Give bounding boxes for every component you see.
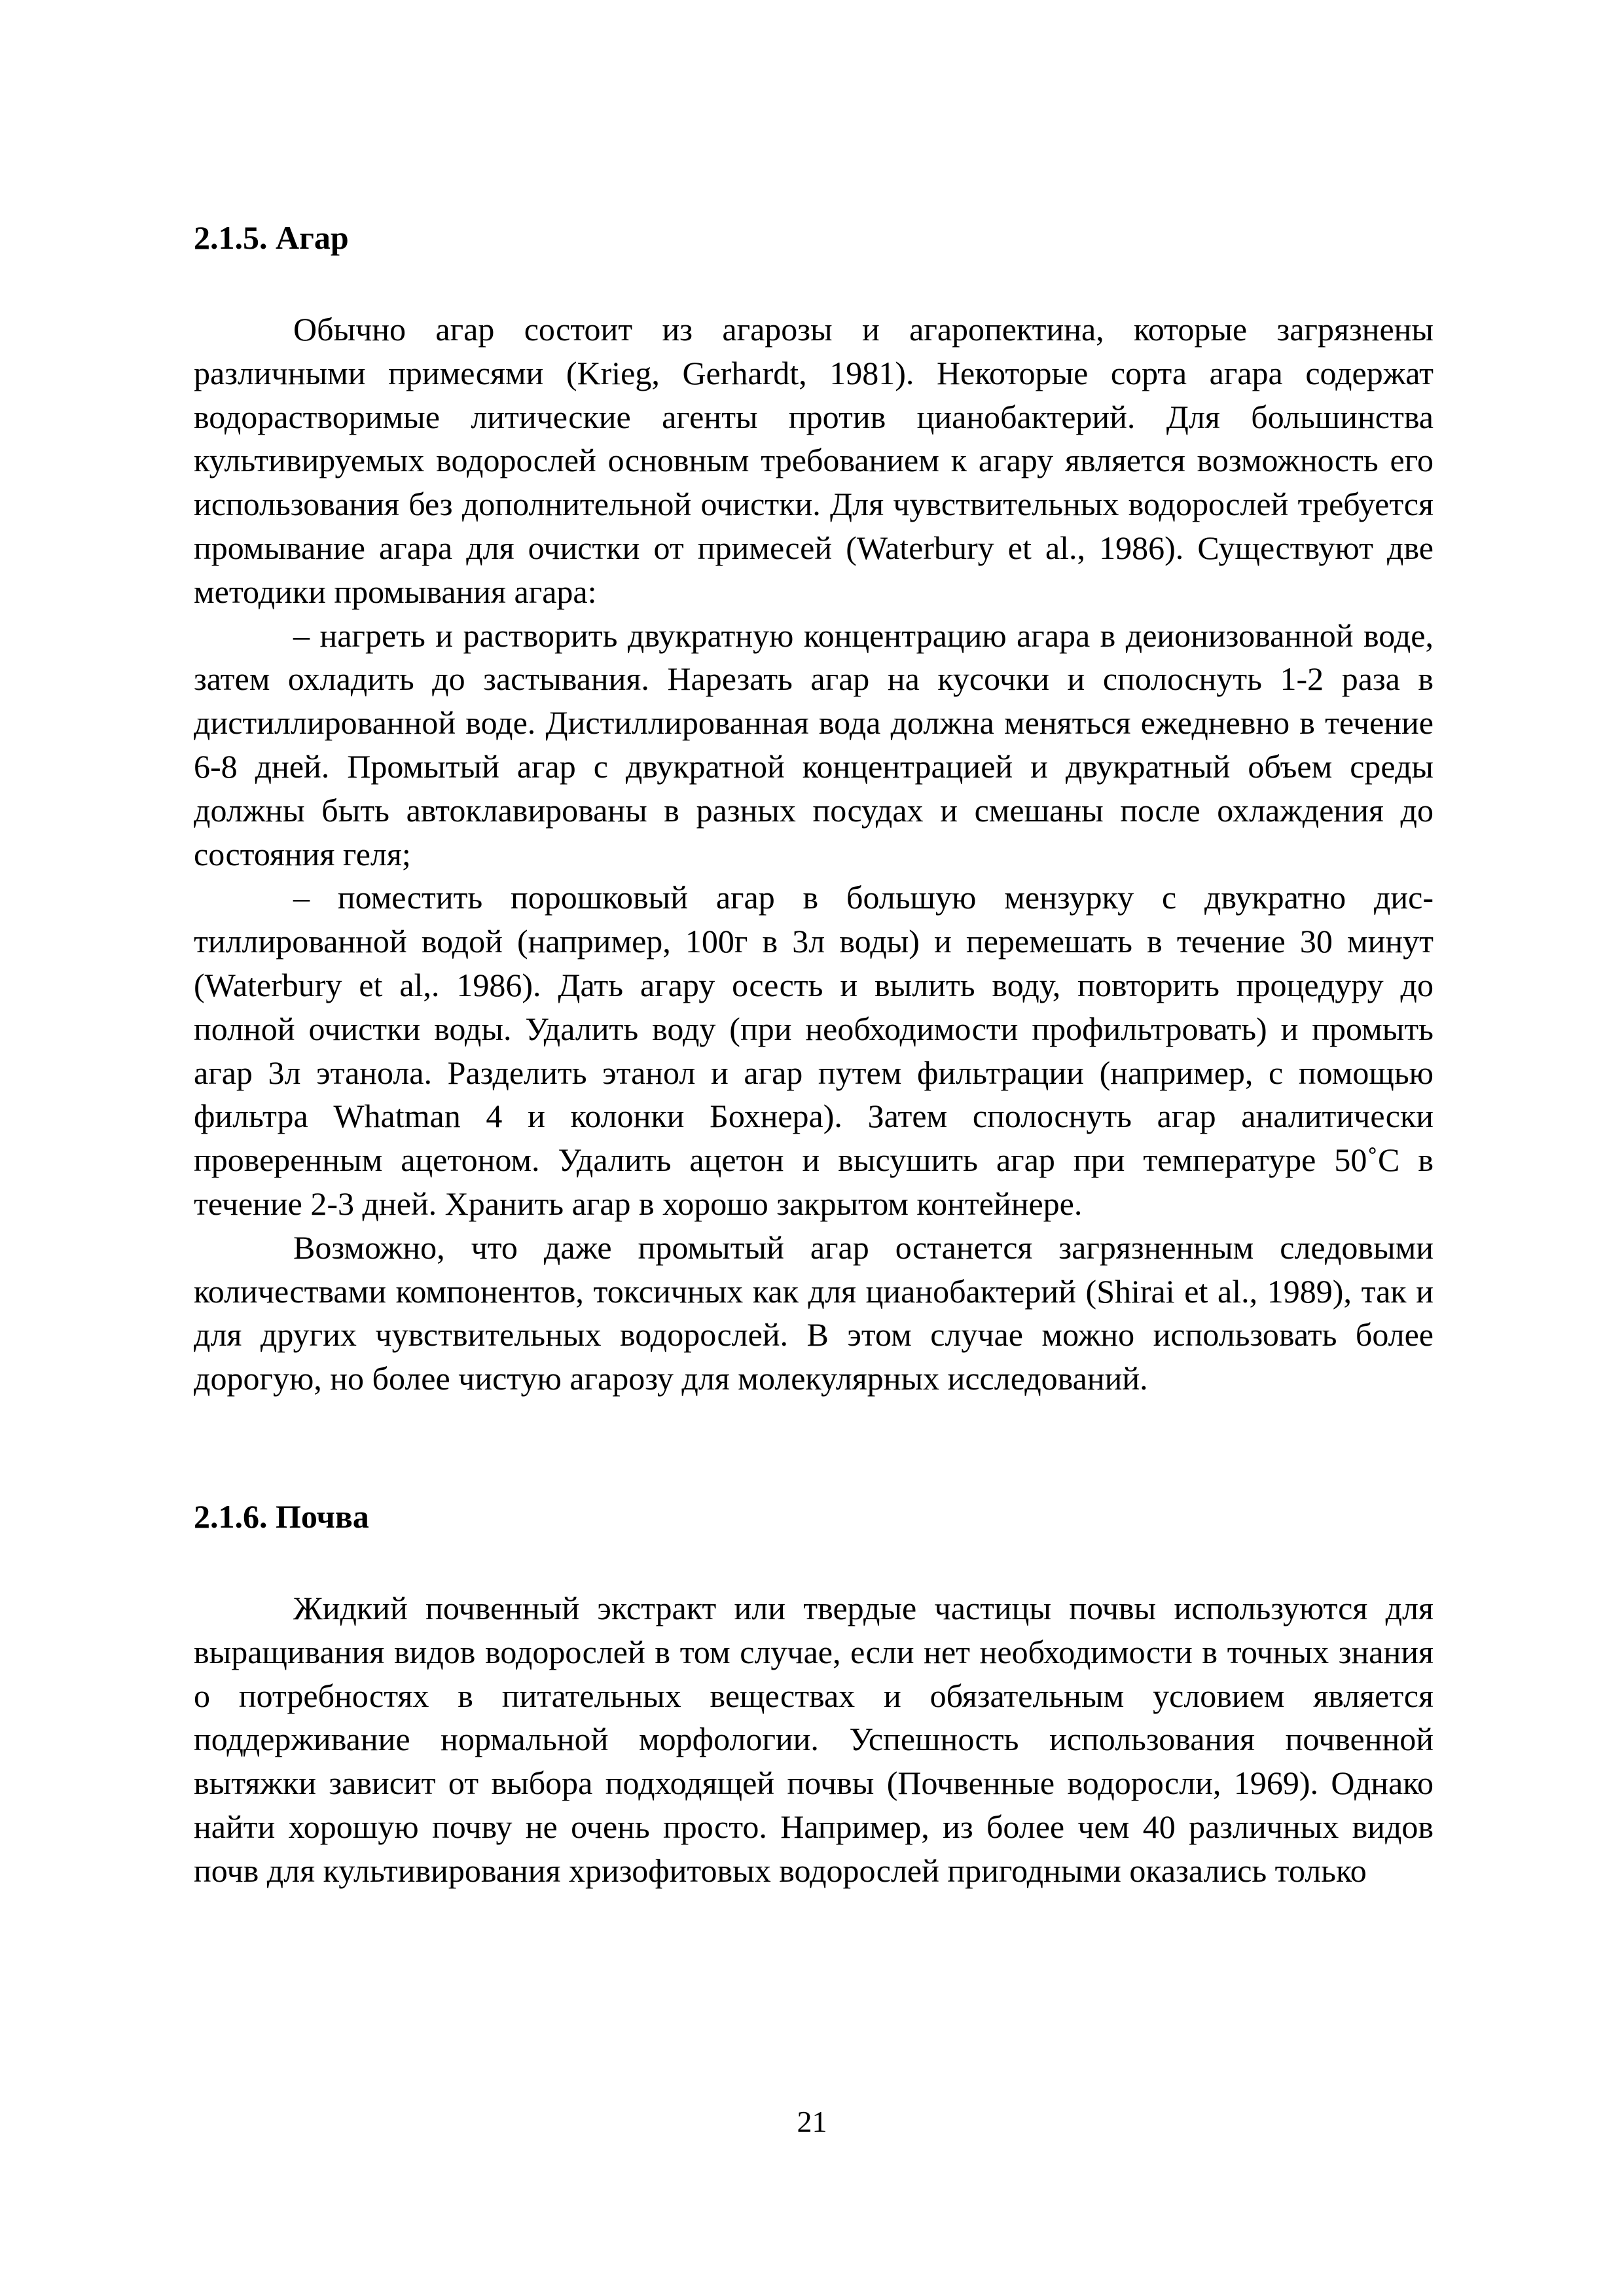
paragraph-agar-conclusion: Возможно, что даже промытый агар останется загрязненным следовыми количествами компонентов, токсичных как для цианобактерий (Shirai et al., 1989), так и для других чувствительных водорослей. В этом случае можно использовать более дорогую, но более чистую агарозу для молекулярных исследований. [194, 1229, 1434, 1397]
section-heading-soil: 2.1.6. Почва [194, 1498, 369, 1535]
document-page [194, 216, 1434, 1893]
section-heading-agar: 2.1.5. Агар [194, 219, 349, 256]
section-agar [194, 216, 1434, 1401]
paragraph-agar-method-1: – нагреть и растворить двукратную концентрацию агара в деионизованной воде, затем охладить до застывания. Нарезать агар на кусочки и сполоснуть 1-2 раза в дистиллированной воде. Дистиллированная вода должна меняться ежедневно в течение 6-8 дней. Промытый агар с двукратной концентрацией и двукратный объем среды должны быть автоклавированы в разных посудах и смешаны после охлаждения до состояния геля; [194, 617, 1434, 872]
page-number: 21 [797, 2105, 827, 2138]
paragraph-agar-intro: Обычно агар состоит из агарозы и агаропектина, которые загрязнены различными примесями (Krieg, Gerhardt, 1981). Некоторые сорта агара содержат водорастворимые литические агенты против цианобактерий. Для большинства культивируемых водорослей основным требованием к агару является возможность его использования без дополнительной очистки. Для чувствительных водорослей требуется промывание агара для очистки от примесей (Waterbury et al., 1986). Существуют две методики промывания агара: [194, 311, 1434, 610]
section-soil [194, 1495, 1434, 1893]
paragraph-soil-intro: Жидкий почвенный экстракт или твердые частицы почвы используются для выращивания видов водорослей в том случае, если нет необходимости в точных знания о потребностях в питательных веществах и обязательным условием является поддерживание нормальной морфологии. Успешность использования почвенной вытяжки зависит от выбора подходящей почвы (Почвенные водоросли, 1969). Однако найти хорошую почву не очень просто. Например, из более чем 40 различных видов почв для культивирования хризофитовых водорослей пригодными оказались только [194, 1589, 1434, 1889]
paragraph-agar-method-2: – поместить порошковый агар в большую мензурку с двукратно дистиллированной водой (например, 100г в 3л воды) и перемешать в течение 30 минут (Waterbury et al,. 1986). Дать агару осесть и вылить воду, повторить процедуру до полной очистки воды. Удалить воду (при необходимости профильтровать) и промыть агар 3л этанола. Разделить этанол и агар путем фильтрации (например, с помощью фильтра Whatman 4 и колонки Бохнера). Затем сполоснуть агар аналитически проверенным ацетоном. Удалить ацетон и высушить агар при температуре 50˚С в течение 2-3 дней. Хранить агар в хорошо закрытом контейнере. [194, 879, 1434, 1222]
